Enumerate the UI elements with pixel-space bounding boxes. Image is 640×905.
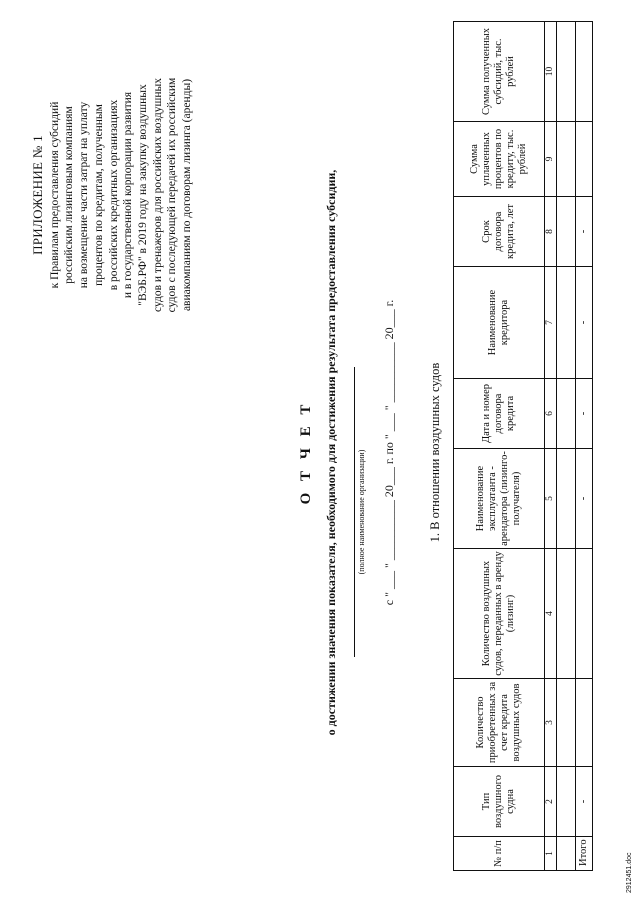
annex-line: судов и тренажеров для российских воздушных bbox=[151, 78, 164, 312]
table-cell bbox=[576, 679, 593, 767]
annex-line: авиакомпаниям по договорам лизинга (аренды) bbox=[181, 78, 194, 312]
column-header: Наименование эксплуатанта - арендатора (лизинго-получателя) bbox=[454, 449, 545, 549]
table-cell bbox=[557, 767, 576, 837]
column-number: 7 bbox=[545, 267, 557, 379]
column-number: 9 bbox=[545, 122, 557, 197]
report-subtitle: о достижении значения показателя, необходимого для достижения результата предоставления субсидии, bbox=[324, 169, 338, 736]
column-number: 6 bbox=[545, 379, 557, 449]
table-header-row bbox=[454, 22, 545, 871]
column-number: 3 bbox=[545, 679, 557, 767]
column-header: Тип воздушного судна bbox=[454, 767, 545, 837]
annex-line: "ВЭБ.РФ" в 2019 году на закупку воздушных bbox=[136, 84, 149, 306]
annex-line: в российских кредитных организациях bbox=[107, 99, 120, 291]
column-header: Дата и номер договора кредита bbox=[454, 379, 545, 449]
section-heading: 1. В отношении воздушных судов bbox=[428, 362, 442, 543]
column-number: 2 bbox=[545, 767, 557, 837]
aircraft-subsidy-table bbox=[453, 21, 593, 871]
column-number: 1 bbox=[545, 837, 557, 871]
column-header: № п/п bbox=[454, 837, 545, 871]
total-label: Итого bbox=[576, 837, 593, 871]
table-cell: - bbox=[576, 379, 593, 449]
column-header: Сумма полученных субсидий, тыс. рублей bbox=[454, 22, 545, 122]
annex-line: процентов по кредитам, полученным bbox=[92, 104, 105, 286]
table-cell bbox=[557, 679, 576, 767]
column-number-row bbox=[545, 22, 557, 871]
table-cell bbox=[557, 379, 576, 449]
table-cell bbox=[576, 22, 593, 122]
table-cell bbox=[576, 549, 593, 679]
annex-line: к Правилам предоставления субсидий bbox=[48, 101, 61, 289]
column-number: 10 bbox=[545, 22, 557, 122]
column-header: Количество приобретенных за счет кредита воздушных судов bbox=[454, 679, 545, 767]
table-cell bbox=[557, 267, 576, 379]
column-header: Наименование кредитора bbox=[454, 267, 545, 379]
table-cell bbox=[557, 122, 576, 197]
table-cell bbox=[557, 549, 576, 679]
annex-line: российским лизинговым компаниям bbox=[63, 106, 76, 284]
annex-line: судов с последующей передачей их российским bbox=[166, 77, 179, 313]
table-cell: - bbox=[576, 767, 593, 837]
file-identifier: 2912451.doc bbox=[626, 852, 633, 893]
table-cell: - bbox=[576, 197, 593, 267]
table-cell bbox=[557, 837, 576, 871]
table-cell bbox=[576, 122, 593, 197]
table-cell: - bbox=[576, 449, 593, 549]
table-cell: - bbox=[576, 267, 593, 379]
column-number: 5 bbox=[545, 449, 557, 549]
column-header: Срок договора кредита, лет bbox=[454, 197, 545, 267]
annex-block bbox=[30, 30, 195, 360]
annex-line: на возмещение части затрат на уплату bbox=[78, 101, 91, 289]
report-title: О Т Ч Е Т bbox=[298, 400, 314, 505]
reporting-period: с " ___ " __________ 20___ г. по " ___ " __________ 20___ г. bbox=[382, 299, 396, 606]
table-cell bbox=[557, 449, 576, 549]
table-cell bbox=[557, 22, 576, 122]
organization-caption: (полное наименование организации) bbox=[357, 449, 366, 575]
organization-name-line bbox=[353, 367, 355, 657]
table-row bbox=[557, 22, 576, 871]
column-header: Сумма уплаченных процентов по кредиту, тыс. рублей bbox=[454, 122, 545, 197]
column-header: Количество воздушных судов, переданных в аренду (лизинг) bbox=[454, 549, 545, 679]
column-number: 8 bbox=[545, 197, 557, 267]
annex-line: и в государственной корпорации развития bbox=[122, 91, 135, 299]
annex-title: ПРИЛОЖЕНИЕ № 1 bbox=[30, 135, 45, 255]
column-number: 4 bbox=[545, 549, 557, 679]
total-row bbox=[576, 22, 593, 871]
table-cell bbox=[557, 197, 576, 267]
